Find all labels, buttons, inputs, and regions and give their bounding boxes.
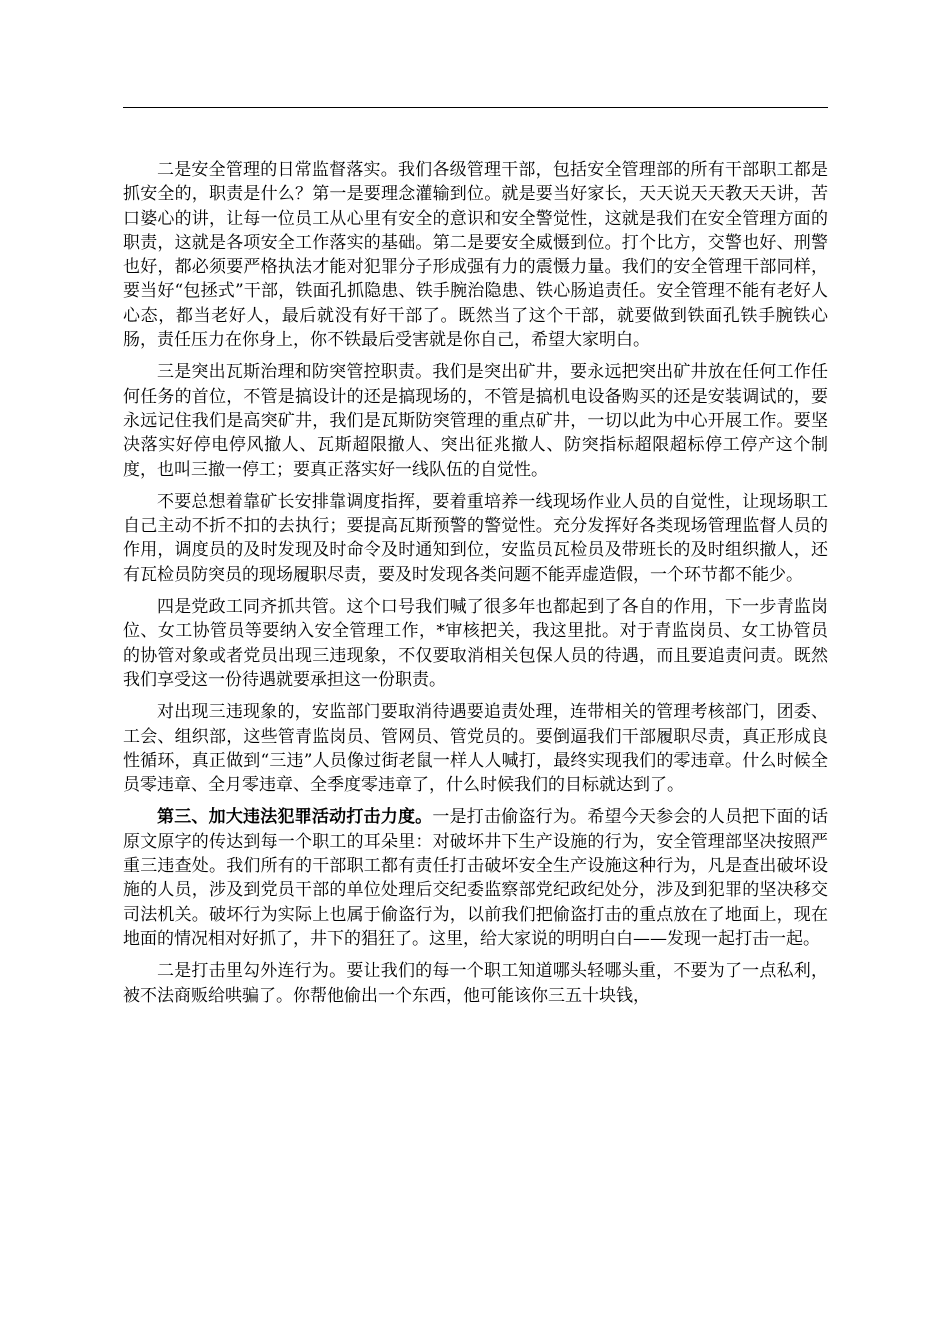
paragraph-text: 二是打击里勾外连行为。要让我们的每一个职工知道哪头轻哪头重，不要为了一点私利，被不法商贩给哄骗了。你帮他偷出一个东西，他可能该你三五十块钱， bbox=[123, 961, 828, 1006]
paragraph-5 bbox=[123, 700, 828, 797]
paragraph-text: 三是突出瓦斯治理和防突管控职责。我们是突出矿井，要永远把突出矿井放在任何工作任何任务的首位，不管是搞设计的还是搞现场的，不管是搞机电设备购买的还是安装调试的，要永远记住我们是高突矿井，我们是瓦斯防突管理的重点矿井，一切以此为中心开展工作。要坚决落实好停电停风撤人、瓦斯超限撤人、突出征兆撤人、防突指标超限超标停工停产这个制度，也叫三撤一停工；要真正落实好一线队伍的自觉性。 bbox=[123, 362, 828, 480]
paragraph-text: 二是安全管理的日常监督落实。我们各级管理干部，包括安全管理部的所有干部职工都是抓安全的，职责是什么？第一是要理念灌输到位。就是要当好家长，天天说天天教天天讲，苦口婆心的讲，让每一位员工从心里有安全的意识和安全警觉性，这就是我们在安全管理方面的职责，这就是各项安全工作落实的基础。第二是要安全威慑到位。打个比方，交警也好、刑警也好，都必须要严格执法才能对犯罪分子形成强有力的震慑力量。我们的安全管理干部同样，要当好“包拯式”干部，铁面孔抓隐患、铁手腕治隐患、铁心肠追责任。安全管理不能有老好人心态，都当老好人，最后就没有好干部了。既然当了这个干部，就要做到铁面孔铁手腕铁心肠，责任压力在你身上，你不铁最后受害就是你自己，希望大家明白。 bbox=[123, 160, 828, 351]
paragraph-7 bbox=[123, 959, 828, 1008]
paragraph-6 bbox=[123, 805, 828, 951]
paragraph-text: 一是打击偷盗行为。希望今天参会的人员把下面的话原文原字的传达到每一个职工的耳朵里：对破坏井下生产设施的行为，安全管理部坚决按照严重三违查处。我们所有的干部职工都有责任打击破坏安全生产设施这种行为，凡是查出破坏设施的人员，涉及到党员干部的单位处理后交纪委监察部党纪政纪处分，涉及到犯罪的坚决移交司法机关。破坏行为实际上也属于偷盗行为，以前我们把偷盗打击的重点放在了地面上，现在地面的情况相对好抓了，井下的猖狂了。这里，给大家说的明明白白——发现一起打击一起。 bbox=[123, 807, 829, 949]
paragraph-4 bbox=[123, 595, 828, 692]
paragraph-text: 不要总想着靠矿长安排靠调度指挥，要着重培养一线现场作业人员的自觉性，让现场职工自己主动不折不扣的去执行；要提高瓦斯预警的警觉性。充分发挥好各类现场管理监督人员的作用，调度员的及时发现及时命令及时通知到位，安监员瓦检员及带班长的及时组织撤人，还有瓦检员防突员的现场履职尽责，要及时发现各类问题不能弄虚造假，一个环节都不能少。 bbox=[123, 491, 828, 585]
paragraph-text: 四是党政工同齐抓共管。这个口号我们喊了很多年也都起到了各自的作用，下一步青监岗位、女工协管员等要纳入安全管理工作，*审核把关，我这里批。对于青监岗员、女工协管员的协管对象或者党员出现三违现象，不仅要取消相关包保人员的待遇，而且要追责问责。既然我们享受这一份待遇就要承担这一份职责。 bbox=[123, 597, 828, 690]
paragraph-3 bbox=[123, 490, 828, 587]
paragraph-1 bbox=[123, 158, 828, 352]
document-body bbox=[123, 158, 828, 1016]
header-rule bbox=[123, 107, 828, 108]
paragraph-2 bbox=[123, 360, 828, 481]
paragraph-text: 对出现三违现象的，安监部门要取消待遇要追责处理，连带相关的管理考核部门，团委、工会、组织部，这些管青监岗员、管网员、管党员的。要倒逼我们干部履职尽责，真正形成良性循环，真正做到“三违”人员像过街老鼠一样人人喊打，最终实现我们的零违章。什么时候全员零违章、全月零违章、全季度零违章了，什么时候我们的目标就达到了。 bbox=[123, 702, 828, 796]
section-heading-third: 第三、加大违法犯罪活动打击力度。 bbox=[157, 807, 433, 828]
